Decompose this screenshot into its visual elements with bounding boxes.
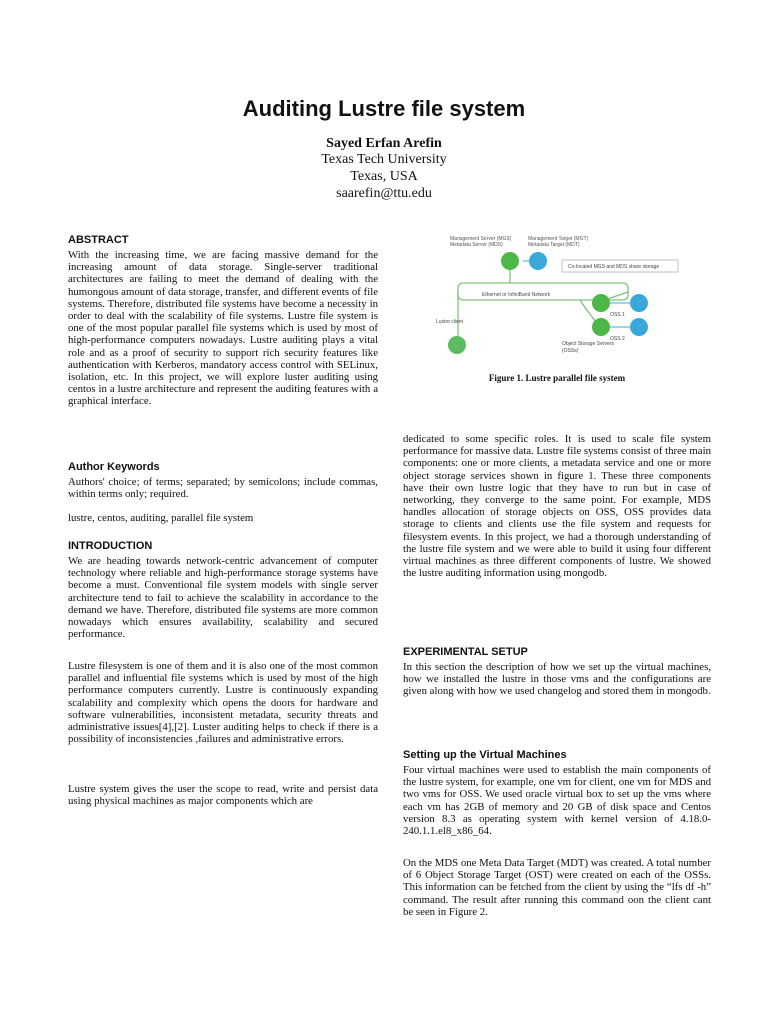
vm-heading: Setting up the Virtual Machines [403,749,567,761]
label-client: Lustre client [436,319,463,325]
introduction-paragraph-3-continued: dedicated to some specific roles. It is used to scale file system performance for massive data. Lustre file systems consist of three main components: one or more clients, a metadata service and one or more object storage services shown in figure 1. These three components have their own lustre logic that they have to run but in case of networking, they converge to the same point. For example, MDS handles allocation of storage objects on OSS, OSS provides data storage to clients and clients use the file system and requests for filesystem events. In this project, we had a thorough understanding of the lustre file system and we were able to build it using four different virtual machines as three different components of lustre. We showed the lustre auditing information using mongodb. [403,433,711,580]
label-oss-group: Object Storage Servers [562,341,614,347]
paper-title: Auditing Lustre file system [242,96,526,121]
author-affiliation: Texas Tech University [321,152,447,167]
lustre-client-icon [448,336,466,354]
introduction-heading: INTRODUCTION [68,540,153,552]
oss2-server-icon [592,318,610,336]
abstract-heading: ABSTRACT [68,234,129,246]
oss1-storage-icon [630,294,648,312]
label-network: Ethernet or InfiniBand Network [482,292,551,298]
figure-1-diagram [420,228,700,368]
introduction-paragraph-1: We are heading towards network-centric advancement of computer technology where reliable and high-performance storage systems have become a must. Conventional file system models with single server architecture tend to fail to achieve the scalability in accordance to the demand we have. Therefore, distributed file systems are more common nowadays which ensures availability, scalability and secured performance. [68,555,378,641]
oss2-storage-icon [630,318,648,336]
experimental-heading: EXPERIMENTAL SETUP [403,646,528,658]
label-mds: Metadata Server (MDS) [450,242,503,248]
abstract-text: With the increasing time, we are facing massive demand for the increasing amount of data storage. Single-server traditional architectures are failing to meet the demand of dealing with the humongous amount of data storage, transfer, and different events of file systems. Therefore, distributed file systems have become a necessity in order to deal with the scalability of file systems. Lustre file system is one of the most popular parallel file systems which is used by most of high-performance computers nowadays. Lustre auditing plays a vital role and as a proof of security to support rich security features like authentication with Kerberos, mandatory access control with SELinux, isolation, etc. In this project, we will explore luster auditing using centos in a lustre architecture and represent the auditing features with a graphical interface. [68,249,378,408]
author-location: Texas, USA [350,169,418,184]
author-email[interactable]: saarefin@ttu.edu [336,186,432,201]
introduction-paragraph-2: Lustre filesystem is one of them and it is also one of the most common parallel and influential file systems which is used by most of the high performance computers currently. Lustre is continuously expanding scalability and complexity which opens the doors for hardware and software vulnerabilities, inconsistent metadata, security threats and administrative issues[4],[2]. Luster auditing helps to check if there is a possibility of inconsistencies ,failures and administrative errors. [68,660,378,746]
label-colocated: Co-located MGS and MDS share storage [568,264,660,270]
author-name: Sayed Erfan Arefin [326,136,442,151]
label-oss-group-abbr: (OSSs) [562,348,579,354]
figure-1-caption: Figure 1. Lustre parallel file system [488,373,626,383]
keywords-instructions: Authors' choice; of terms; separated; by semicolons; include commas, within terms only; required. [68,476,378,501]
mdt-storage-icon [529,252,547,270]
mds-server-icon [501,252,519,270]
vm-paragraph-1: Four virtual machines were used to establish the main components of the lustre system, for example, one vm for client, one vm for MDS and two vms for OSS. We used oracle virtual box to set up the vms where each vm has 2GB of memory and 20 GB of disk space and Centos version 8.3 as operating system with kernel version of 4.18.0-240.1.1.el8_x86_64. [403,764,711,838]
label-mgt: Management Target (MGT) [528,236,589,242]
experimental-text: In this section the description of how we set up the virtual machines, how we installed the lustre in those vms and the configurations are given along with how we used changelog and stored them in mongodb. [403,661,711,698]
keywords-heading: Author Keywords [68,461,160,473]
vm-paragraph-2: On the MDS one Meta Data Target (MDT) was created. A total number of 6 Object Storage Target (OST) were created on each of the OSSs. This information can be fetched from the client by using the “lfs df -h” command. The result after running this command oon the client cant be seen in Figure 2. [403,857,711,918]
label-oss1: OSS 1 [610,312,625,318]
label-mdt: Metadata Target (MDT) [528,242,580,248]
oss1-server-icon [592,294,610,312]
keywords-list: lustre, centos, auditing, parallel file system [68,512,254,524]
label-oss2: OSS 2 [610,336,625,342]
label-mgs: Management Server (MGS) [450,236,512,242]
introduction-paragraph-3: Lustre system gives the user the scope to read, write and persist data using physical machines as major components which are [68,783,378,808]
